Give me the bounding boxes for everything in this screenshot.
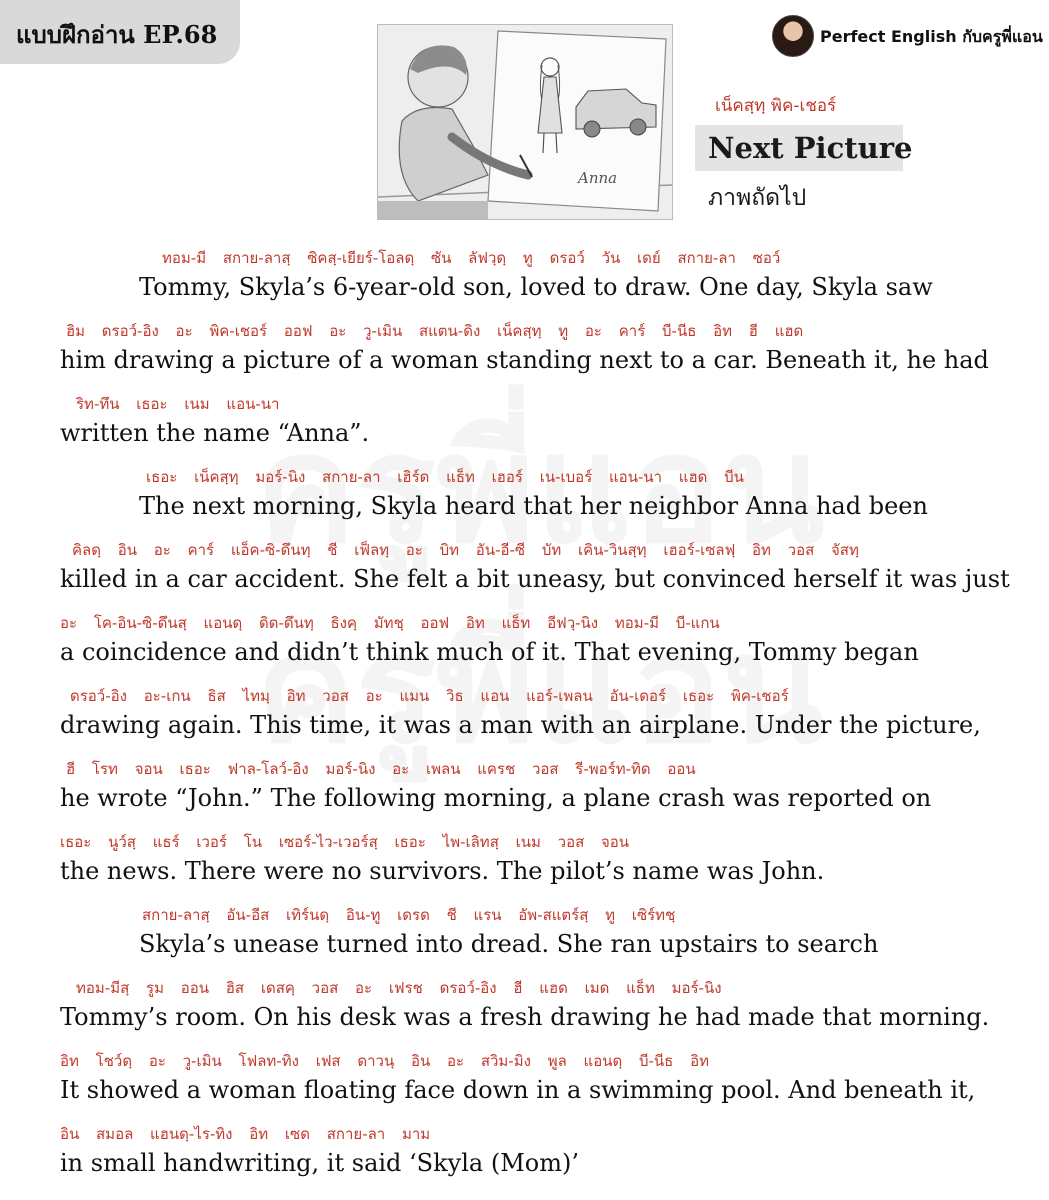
line-pronunciation: ดรอว์-อิง อะ-เกน ธิส ไทมฺ อิท วอส อะ แมน วิธ แอน แอร์-เพลน อัน-เดอร์ เธอะ พิค-เชอร์: [70, 687, 789, 705]
title-thai-meaning: ภาพถัดไป: [708, 185, 807, 211]
line-text: Skyla’s unease turned into dread. She ran upstairs to search: [139, 930, 879, 958]
line-text: a coincidence and didn’t think much of it. That evening, Tommy began: [60, 638, 919, 666]
line-text: Tommy, Skyla’s 6-year-old son, loved to draw. One day, Skyla saw: [139, 273, 933, 301]
story-line: [0, 320, 1049, 393]
drawing-caption: Anna: [578, 169, 618, 187]
story-line: [0, 831, 1049, 904]
line-text: killed in a car accident. She felt a bit uneasy, but convinced herself it was just: [60, 565, 1010, 593]
line-text: drawing again. This time, it was a man with an airplane. Under the picture,: [60, 711, 981, 739]
episode-badge-text: แบบฝึกอ่าน EP.68: [16, 20, 218, 49]
story-line: [0, 247, 1049, 320]
story-line: [0, 977, 1049, 1050]
brand-name: Perfect English กับครูพี่แอน: [820, 27, 1043, 46]
line-pronunciation: อิท โชว์ดฺ อะ วู-เมิน โฟลท-ทิง เฟส ดาวนฺ อิน อะ สวิม-มิง พูล แอนดฺ บี-นีธ อิท: [60, 1052, 709, 1070]
story-line: [0, 466, 1049, 539]
title-pronunciation: เน็คสฺทฺ พิค-เชอร์: [715, 96, 837, 116]
line-text: The next morning, Skyla heard that her neighbor Anna had been: [139, 492, 928, 520]
line-text: he wrote “John.” The following morning, a plane crash was reported on: [60, 784, 932, 812]
line-pronunciation: ริท-ทึน เธอะ เนม แอน-นา: [76, 395, 280, 413]
line-text: written the name “Anna”.: [60, 419, 370, 447]
line-pronunciation: อะ โค-อิน-ซิ-ดึนสฺ แอนดฺ ดิด-ดึนทฺ ธิงคฺ มัทชฺ ออฟ อิท แธ็ท อีฟวฺ-นิง ทอม-มี บี-แกน: [60, 614, 720, 632]
story-line: [0, 904, 1049, 977]
line-text: Tommy’s room. On his desk was a fresh drawing he had made that morning.: [60, 1003, 990, 1031]
line-text: him drawing a picture of a woman standing next to a car. Beneath it, he had: [60, 346, 989, 374]
story-line: [0, 1050, 1049, 1123]
story-line: [0, 1123, 1049, 1196]
line-pronunciation: ฮี โรท จอน เธอะ ฟาล-โลว์-อิง มอร์-นิง อะ เพลน แครช วอส รี-พอร์ท-ทิด ออน: [66, 760, 696, 778]
line-pronunciation: สกาย-ลาสฺ อัน-อีส เทิร์นดฺ อิน-ทู เดรด ชี แรน อัพ-สแตร์สฺ ทู เซิร์ทชฺ: [142, 906, 676, 924]
story-line: [0, 758, 1049, 831]
line-text: It showed a woman floating face down in a swimming pool. And beneath it,: [60, 1076, 976, 1104]
story-line: [0, 539, 1049, 612]
line-pronunciation: ฮิม ดรอว์-อิง อะ พิค-เชอร์ ออฟ อะ วู-เมิน สแตน-ดิง เน็คสฺทฺ ทู อะ คาร์ บี-นีธ อิท ฮี แฮด: [66, 322, 804, 340]
line-pronunciation: เธอะ เน็คสฺทฺ มอร์-นิง สกาย-ลา เฮิร์ด แธ็ท เฮอร์ เน-เบอร์ แอน-นา แฮด บีน: [146, 468, 744, 486]
line-pronunciation: ทอม-มี สกาย-ลาสฺ ซิคสฺ-เยียร์-โอลดฺ ซัน ลัฟวฺดฺ ทู ดรอว์ วัน เดย์ สกาย-ลา ซอว์: [162, 249, 781, 267]
line-text: the news. There were no survivors. The pilot’s name was John.: [60, 857, 825, 885]
line-pronunciation: เธอะ นูว์สฺ แธร์ เวอร์ โน เซอร์-ไว-เวอร์สฺ เธอะ ไพ-เลิทสฺ เนม วอส จอน: [60, 833, 630, 851]
story-title: Next Picture: [708, 131, 913, 165]
story-line: [0, 612, 1049, 685]
story-line: [0, 685, 1049, 758]
story-line: [0, 393, 1049, 466]
line-text: in small handwriting, it said ‘Skyla (Mom)’: [60, 1149, 579, 1177]
line-pronunciation: ทอม-มีสฺ รูม ออน ฮิส เดสคฺ วอส อะ เฟรช ดรอว์-อิง ฮี แฮด เมด แธ็ท มอร์-นิง: [76, 979, 722, 997]
line-pronunciation: คิลดฺ อิน อะ คาร์ แอ็ค-ซิ-ดึนทฺ ชี เฟ็ลทฺ อะ บิท อัน-อี-ซี บัท เคิน-วินสฺทฺ เฮอร์-เซลฟฺ อิท วอส จัสทฺ: [72, 541, 859, 559]
line-pronunciation: อิน สมอล แฮนดฺ-ไร-ทิง อิท เซด สกาย-ลา มาม: [60, 1125, 431, 1143]
